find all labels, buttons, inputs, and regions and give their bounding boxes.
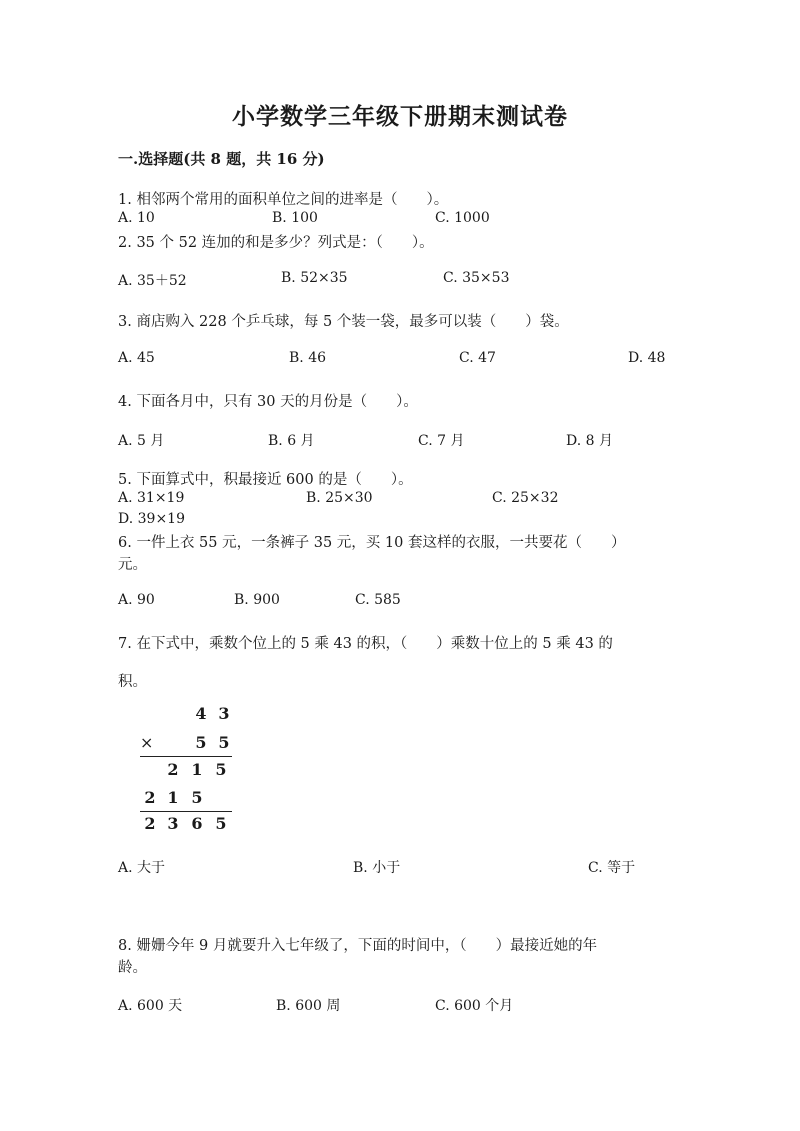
partial2-digit-2: 1: [167, 788, 179, 807]
q3-option-d: D. 48: [628, 350, 666, 366]
question-1: 1. 相邻两个常用的面积单位之间的进率是（ ）。: [118, 192, 449, 208]
q4-option-b: B. 6 月: [268, 433, 315, 449]
q3-option-c: C. 47: [459, 350, 496, 366]
question-2: 2. 35 个 52 连加的和是多少？列式是：（ ）。: [118, 235, 434, 251]
result-digit-3: 6: [191, 814, 203, 833]
question-3: 3. 商店购入 228 个乒乓球，每 5 个装一袋，最多可以装（ ）袋。: [118, 314, 569, 330]
partial2-digit-1: 2: [144, 788, 156, 807]
page-title: 小学数学三年级下册期末测试卷: [232, 103, 568, 130]
q4-option-a: A. 5 月: [118, 433, 165, 449]
q7-option-b: B. 小于: [353, 860, 401, 876]
q2-option-c: C. 35×53: [443, 270, 510, 286]
q5-option-c: C. 25×32: [492, 490, 559, 506]
q8-option-b: B. 600 周: [276, 998, 341, 1014]
result-digit-4: 5: [215, 814, 227, 833]
q5-option-b: B. 25×30: [306, 490, 373, 506]
q5-option-a: A. 31×19: [118, 490, 185, 506]
vertical-multiplication: [140, 700, 235, 840]
rule-line-1: [140, 756, 232, 757]
q6-option-c: C. 585: [355, 592, 401, 608]
result-digit-1: 2: [144, 814, 156, 833]
partial1-digit-2: 1: [191, 760, 203, 779]
question-6-line-1: 6. 一件上衣 55 元，一条裤子 35 元，买 10 套这样的衣服，一共要花（ ）: [118, 535, 626, 551]
question-6-line-2: 元。: [118, 557, 147, 573]
q7-option-a: A. 大于: [118, 860, 166, 876]
row1-digit-ones: 3: [218, 704, 230, 723]
partial1-digit-1: 2: [167, 760, 179, 779]
q7-option-c: C. 等于: [588, 860, 636, 876]
q2-option-a: A. 35＋52: [118, 273, 187, 289]
q5-option-d: D. 39×19: [118, 511, 185, 527]
q6-option-a: A. 90: [118, 592, 155, 608]
question-5: 5. 下面算式中，积最接近 600 的是（ ）。: [118, 472, 413, 488]
partial2-digit-3: 5: [191, 788, 203, 807]
question-8-line-2: 龄。: [118, 960, 147, 976]
q6-option-b: B. 900: [234, 592, 280, 608]
q1-option-c: C. 1000: [435, 210, 490, 226]
q4-option-c: C. 7 月: [418, 433, 465, 449]
question-8-line-1: 8. 姗姗今年 9 月就要升入七年级了，下面的时间中，（ ）最接近她的年: [118, 938, 598, 954]
q2-option-b: B. 52×35: [281, 270, 348, 286]
row2-digit-ones: 5: [218, 733, 230, 752]
q8-option-a: A. 600 天: [118, 998, 183, 1014]
section-heading: 一.选择题(共 8 题，共 16 分): [118, 150, 325, 168]
question-4: 4. 下面各月中，只有 30 天的月份是（ ）。: [118, 394, 418, 410]
q8-option-c: C. 600 个月: [435, 998, 514, 1014]
row1-digit-tens: 4: [195, 704, 207, 723]
question-7-line-2: 积。: [118, 674, 147, 690]
q1-option-b: B. 100: [272, 210, 318, 226]
result-digit-2: 3: [167, 814, 179, 833]
q3-option-a: A. 45: [118, 350, 155, 366]
q1-option-a: A. 10: [118, 210, 155, 226]
q3-option-b: B. 46: [289, 350, 327, 366]
times-sign: ×: [140, 733, 154, 752]
row2-digit-tens: 5: [195, 733, 207, 752]
partial1-digit-3: 5: [215, 760, 227, 779]
rule-line-2: [140, 811, 232, 812]
question-7-line-1: 7. 在下式中，乘数个位上的 5 乘 43 的积，（ ）乘数十位上的 5 乘 43 的: [118, 636, 613, 652]
q4-option-d: D. 8 月: [566, 433, 613, 449]
